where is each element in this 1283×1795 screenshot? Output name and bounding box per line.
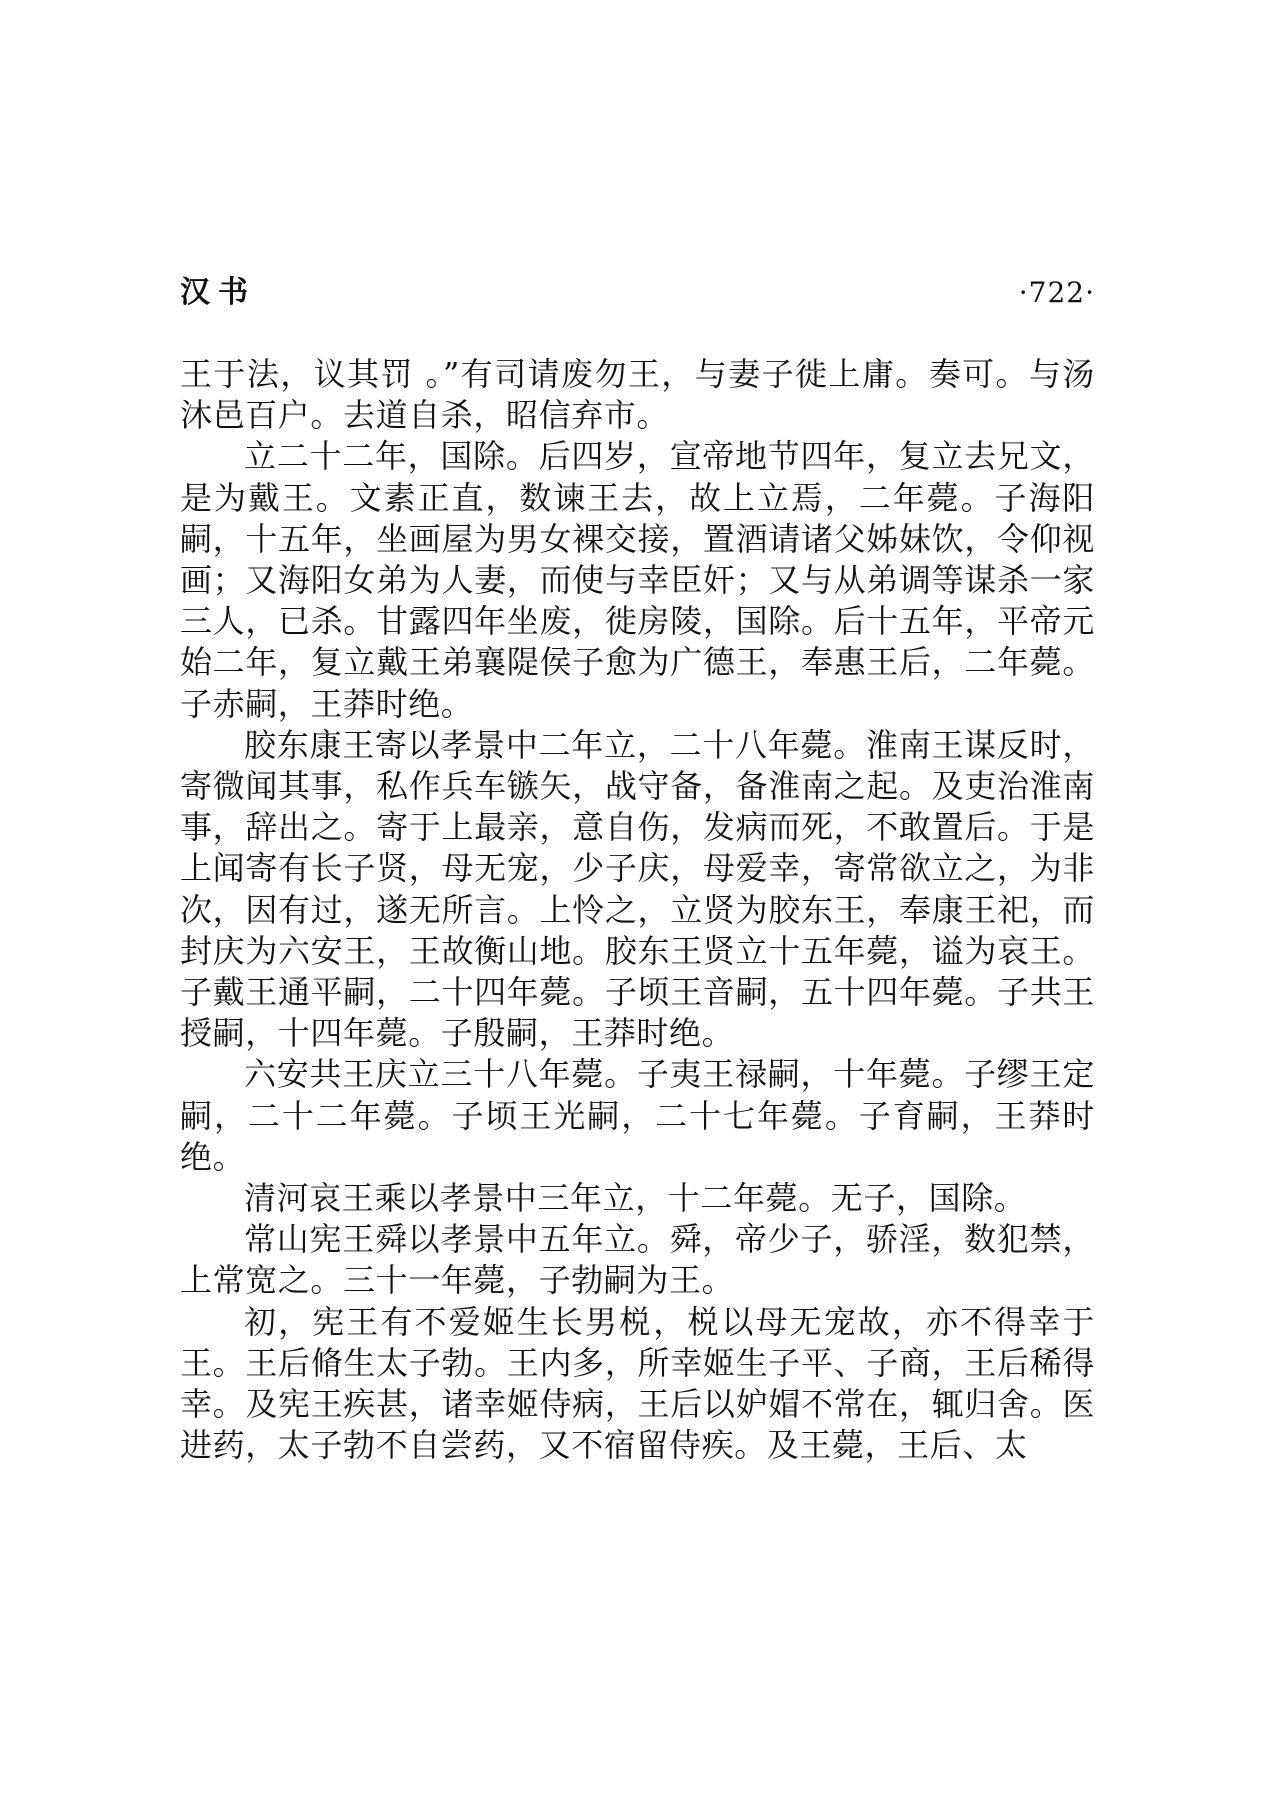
page-header <box>180 270 1095 316</box>
book-title: 汉书 <box>180 275 256 310</box>
paragraph: 初，宪王有不爱姬生长男棁，棁以母无宠故，亦不得幸于王。王后脩生太子勃。王内多，所幸姬生子平、子商，王后稀得幸。及宪王疾甚，诸幸姬侍病，王后以妒媢不常在，辄归舍。医进药，太子勃不自尝药，又不宿留侍疾。及王薨，王后、太 <box>180 1302 1095 1465</box>
paragraph: 清河哀王乘以孝景中三年立，十二年薨。无子，国除。 <box>244 1179 1027 1218</box>
paragraph: 常山宪王舜以孝景中五年立。舜，帝少子，骄淫，数犯禁，上常宽之。三十一年薨，子勃嗣为王。 <box>180 1220 1095 1300</box>
body-text <box>180 354 1095 1466</box>
paragraph: 王于法，议其罚 。”有司请废勿王，与妻子徙上庸。奏可。与汤沐邑百户。去道自杀，昭信弃市。 <box>180 355 1095 435</box>
paragraph: 六安共王庆立三十八年薨。子夷王禄嗣，十年薨。子缪王定嗣，二十二年薨。子顷王光嗣，二十七年薨。子育嗣，王莽时绝。 <box>180 1055 1095 1176</box>
paragraph: 立二十二年，国除。后四岁，宣帝地节四年，复立去兄文，是为戴王。文素正直，数谏王去，故上立焉，二年薨。子海阳嗣，十五年，坐画屋为男女裸交接，置酒请诸父姊妹饮，令仰视画；又海阳女弟为人妻，而使与幸臣奸；又与从弟调等谋杀一家三人，已杀。甘露四年坐废，徙房陵，国除。后十五年，平帝元始二年，复立戴王弟襄隄侯子愈为广德王，奉惠王后，二年薨。子赤嗣，王莽时绝。 <box>180 437 1095 723</box>
page-number: ·722· <box>1018 276 1095 309</box>
paragraph: 胶东康王寄以孝景中二年立，二十八年薨。淮南王谋反时，寄微闻其事，私作兵车镞矢，战守备，备淮南之起。及吏治淮南事，辞出之。寄于上最亲，意自伤，发病而死，不敢置后。于是上闻寄有长子贤，母无宠，少子庆，母爱幸，寄常欲立之，为非次，因有过，遂无所言。上怜之，立贤为胶东王，奉康王祀，而封庆为六安王，王故衡山地。胶东王贤立十五年薨，谥为哀王。子戴王通平嗣，二十四年薨。子顷王音嗣，五十四年薨。子共王授嗣，十四年薨。子殷嗣，王莽时绝。 <box>180 725 1095 1053</box>
